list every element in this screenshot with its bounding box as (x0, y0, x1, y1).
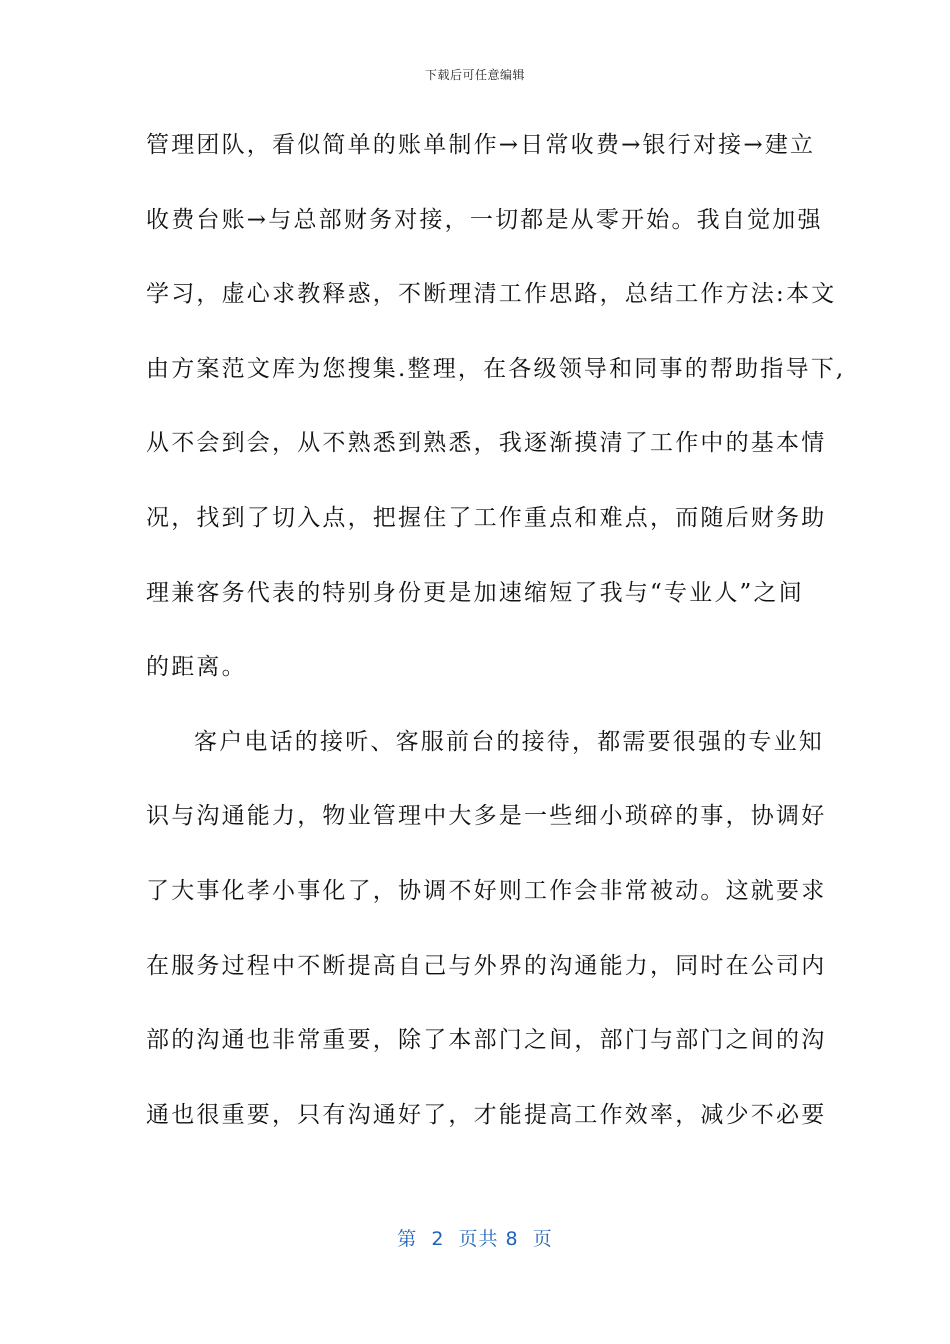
header-note: 下载后可任意编辑 (424, 68, 525, 82)
text-line: 由方案范文库为您搜集.整理，在各级领导和同事的帮助指导下, (146, 355, 846, 382)
text-line: 况，找到了切入点，把握住了工作重点和难点，而随后财务助 (146, 504, 827, 531)
text-line: 了大事化孝小事化了，协调不好则工作会非常被动。这就要求 (146, 877, 827, 904)
text-line: 的距离。 (146, 654, 247, 681)
body-text (146, 124, 846, 1168)
text-line: 部的沟通也非常重要，除了本部门之间，部门与部门之间的沟 (146, 1027, 827, 1054)
page-number-footer (0, 1224, 950, 1251)
text-line: 通也很重要，只有沟通好了，才能提高工作效率，减少不必要 (146, 1101, 827, 1128)
text-line: 在服务过程中不断提高自己与外界的沟通能力，同时在公司内 (146, 952, 827, 979)
text-line: 识与沟通能力，物业管理中大多是一些细小琐碎的事，协调好 (146, 803, 827, 830)
paragraph-start-line: 客户电话的接听、客服前台的接待，都需要很强的专业知 (194, 728, 824, 755)
text-line: 管理团队，看似简单的账单制作→日常收费→银行对接→建立 (146, 132, 816, 158)
text-line: 学习，虚心求教释惑，不断理清工作思路，总结工作方法:本文 (146, 281, 837, 308)
text-line: 从不会到会，从不熟悉到熟悉，我逐渐摸清了工作中的基本情 (146, 430, 827, 457)
page-number-label: 第 2 页共 8 页 (397, 1228, 553, 1250)
text-line: 收费台账→与总部财务对接，一切都是从零开始。我自觉加强 (146, 206, 823, 233)
text-line: 理兼客务代表的特别身份更是加速缩短了我与“专业人”之间 (146, 579, 804, 606)
